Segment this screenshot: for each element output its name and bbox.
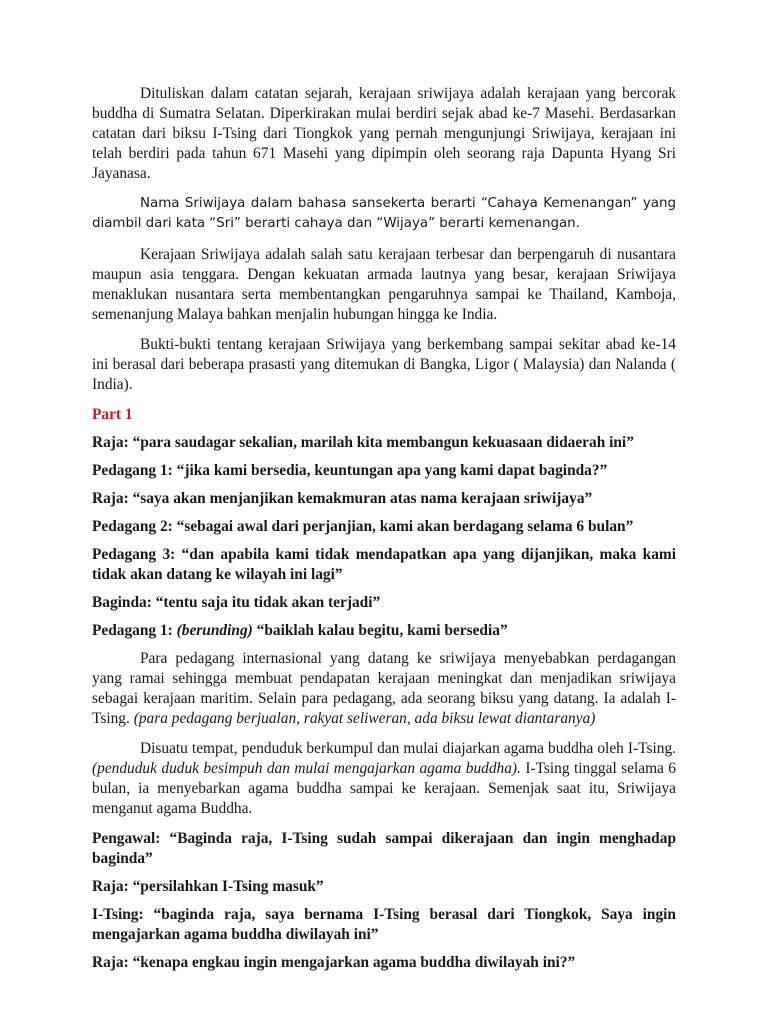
- dialogue-line: I-Tsing: “baginda raja, saya bernama I-Tsing berasal dari Tiongkok, Saya ingin mengajarkan agama buddha diwilayah ini”: [92, 906, 676, 943]
- dialogue-line: Raja: “kenapa engkau ingin mengajarkan agama buddha diwilayah ini?”: [92, 954, 576, 971]
- intro-paragraph-4: Bukti-bukti tentang kerajaan Sriwijaya yang berkembang sampai sekitar abad ke-14 ini berasal dari beberapa prasasti yang ditemukan di Bangka, Ligor ( Malaysia) dan Nalanda ( India).: [92, 336, 676, 393]
- dialogue-line: Pedagang 1: “jika kami bersedia, keuntungan apa yang kami dapat baginda?”: [92, 462, 608, 479]
- narration-text: Para pedagang internasional yang datang ke sriwijaya menyebabkan perdagangan yang ramai sehingga membuat pendapatan kerajaan meningkat dan menjadikan sriwijaya sebagai kerajaan maritim. Selain para pedagang, ada seorang biksu yang datang. Ia adalah I-Tsing.: [92, 650, 676, 727]
- intro-paragraph-1: Dituliskan dalam catatan sejarah, kerajaan sriwijaya adalah kerajaan yang bercorak buddha di Sumatra Selatan. Diperkirakan mulai berdiri sejak abad ke-7 Masehi. Berdasarkan catatan dari biksu I-Tsing dari Tiongkok yang pernah mengunjungi Sriwijaya, kerajaan ini telah berdiri pada tahun 671 Masehi yang dipimpin oleh seorang raja Dapunta Hyang Sri Jayanasa.: [92, 85, 676, 182]
- dialogue-line: Raja: “persilahkan I-Tsing masuk”: [92, 878, 324, 895]
- dialogue-speaker: Pedagang 1:: [92, 622, 177, 639]
- dialogue-line: Raja: “para saudagar sekalian, marilah kita membangun kekuasaan didaerah ini”: [92, 434, 634, 451]
- dialogue-line: Pengawal: “Baginda raja, I-Tsing sudah sampai dikerajaan dan ingin menghadap baginda”: [92, 830, 676, 867]
- dialogue-line: Pedagang 3: “dan apabila kami tidak mendapatkan apa yang dijanjikan, maka kami tidak akan datang ke wilayah ini lagi”: [92, 546, 676, 583]
- stage-direction: (penduduk duduk besimpuh dan mulai mengajarkan agama buddha).: [92, 760, 521, 777]
- narration-text: I-Tsing tinggal selama 6 bulan, ia menyebarkan agama buddha sampai ke kerajaan. Semenjak saat itu, Sriwijaya menganut agama Buddha.: [92, 760, 676, 817]
- dialogue-text: “baiklah kalau begitu, kami bersedia”: [252, 622, 508, 639]
- dialogue-line: Raja: “saya akan menjanjikan kemakmuran atas nama kerajaan sriwijaya”: [92, 490, 593, 507]
- stage-direction: (berunding): [176, 622, 253, 639]
- narration-paragraph-2: [92, 739, 676, 819]
- part-heading: Part 1: [92, 406, 133, 423]
- narration-text: Disuatu tempat, penduduk berkumpul dan mulai diajarkan agama buddha oleh I-Tsing.: [140, 740, 676, 757]
- stage-direction: (para pedagang berjualan, rakyat seliweran, ada biksu lewat diantaranya): [133, 710, 596, 727]
- dialogue-line: Pedagang 2: “sebagai awal dari perjanjian, kami akan berdagang selama 6 bulan”: [92, 518, 634, 535]
- dialogue-line: Baginda: “tentu saja itu tidak akan terjadi”: [92, 594, 381, 611]
- dialogue-line: [92, 621, 676, 641]
- intro-paragraph-2: Nama Sriwijaya dalam bahasa sansekerta berarti “Cahaya Kemenangan” yang diambil dari kata “Sri” berarti cahaya dan “Wijaya” berarti kemenangan.: [92, 196, 676, 231]
- narration-paragraph-1: [92, 649, 676, 729]
- intro-paragraph-3: Kerajaan Sriwijaya adalah salah satu kerajaan terbesar dan berpengaruh di nusantara maupun asia tenggara. Dengan kekuatan armada lautnya yang besar, kerajaan Sriwijaya menaklukan nusantara serta membentangkan pengaruhnya sampai ke Thailand, Kamboja, semenanjung Malaya bahkan menjalin hubungan hingga ke India.: [92, 246, 676, 323]
